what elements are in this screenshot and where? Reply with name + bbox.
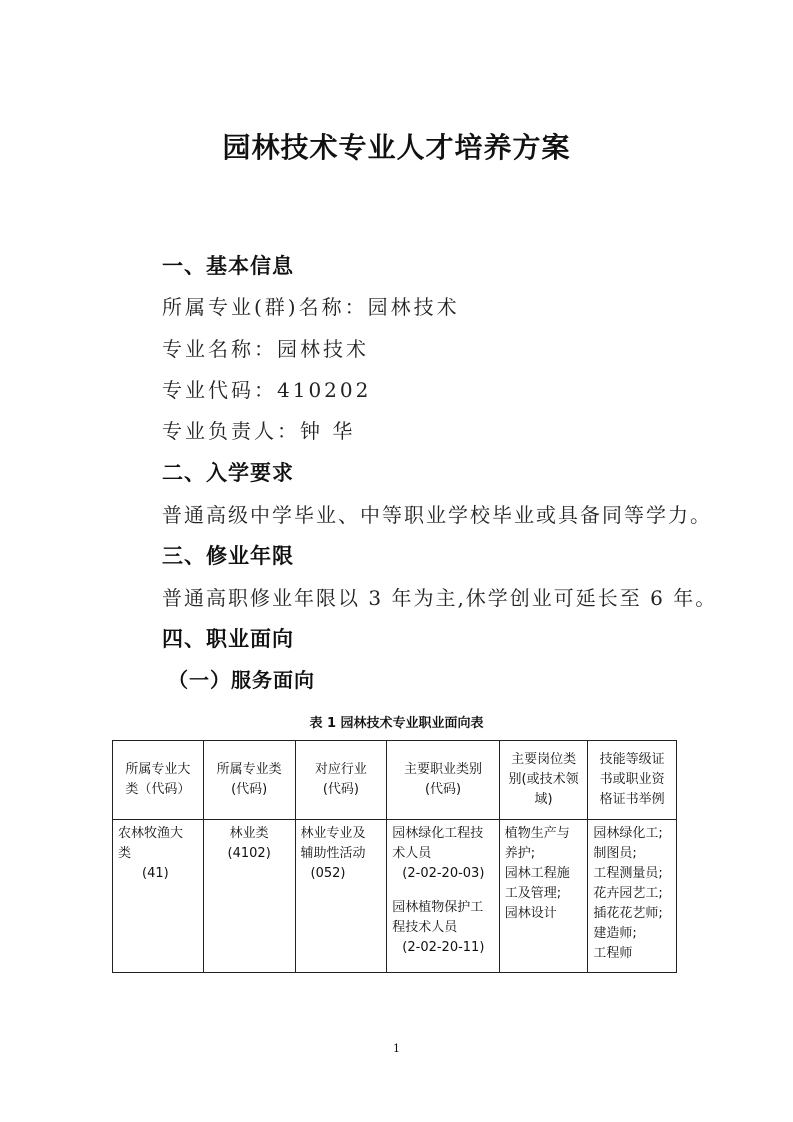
page-number: 1 [393,1042,400,1055]
cell-positions: 植物生产与 养护; 园林工程施 工及管理; 园林设计 [499,820,588,973]
header-major-class: 所属专业类 (代码) [203,741,295,820]
header-occupation: 主要职业类别 (代码) [387,741,500,820]
admission-text: 普通高级中学毕业、中等职业学校毕业或具备同等学力。 [162,503,712,527]
section-heading-basic-info: 一、基本信息 [162,254,294,278]
section-heading-admission: 二、入学要求 [162,461,294,485]
header-positions: 主要岗位类 别(或技术领 域) [499,741,588,820]
document-title: 园林技术专业人才培养方案 [222,131,571,164]
cell-major-category: 农林牧渔大 类 (41) [113,820,204,973]
table-caption: 表 1 园林技术专业职业面向表 [309,716,484,731]
career-table [112,740,677,973]
subsection-heading-service: （一）服务面向 [168,668,315,692]
header-industry: 对应行业 (代码) [295,741,387,820]
program-name: 专业名称：园林技术 [162,337,369,361]
section-heading-duration: 三、修业年限 [162,544,294,568]
cell-occupation: 园林绿化工程技 术人员 (2-02-20-03) 园林植物保护工 程技术人员 (2-02-20-11) [387,820,500,973]
section-heading-career: 四、职业面向 [162,627,294,651]
duration-text: 普通高职修业年限以 3 年为主,休学创业可延长至 6 年。 [162,586,718,610]
header-certificates: 技能等级证 书或职业资 格证书举例 [588,741,677,820]
table-header-row [113,741,677,820]
cell-major-class: 林业类 (4102) [203,820,295,973]
header-major-category: 所属专业大 类（代码） [113,741,204,820]
program-leader: 专业负责人：钟 华 [162,419,356,443]
table-row [113,820,677,973]
cell-certificates: 园林绿化工; 制图员; 工程测量员; 花卉园艺工; 插花花艺师; 建造师; 工程师 [588,820,677,973]
program-group-name: 所属专业(群)名称：园林技术 [162,295,460,319]
cell-industry: 林业专业及 辅助性活动 (052) [295,820,387,973]
program-code: 专业代码：410202 [162,378,372,402]
